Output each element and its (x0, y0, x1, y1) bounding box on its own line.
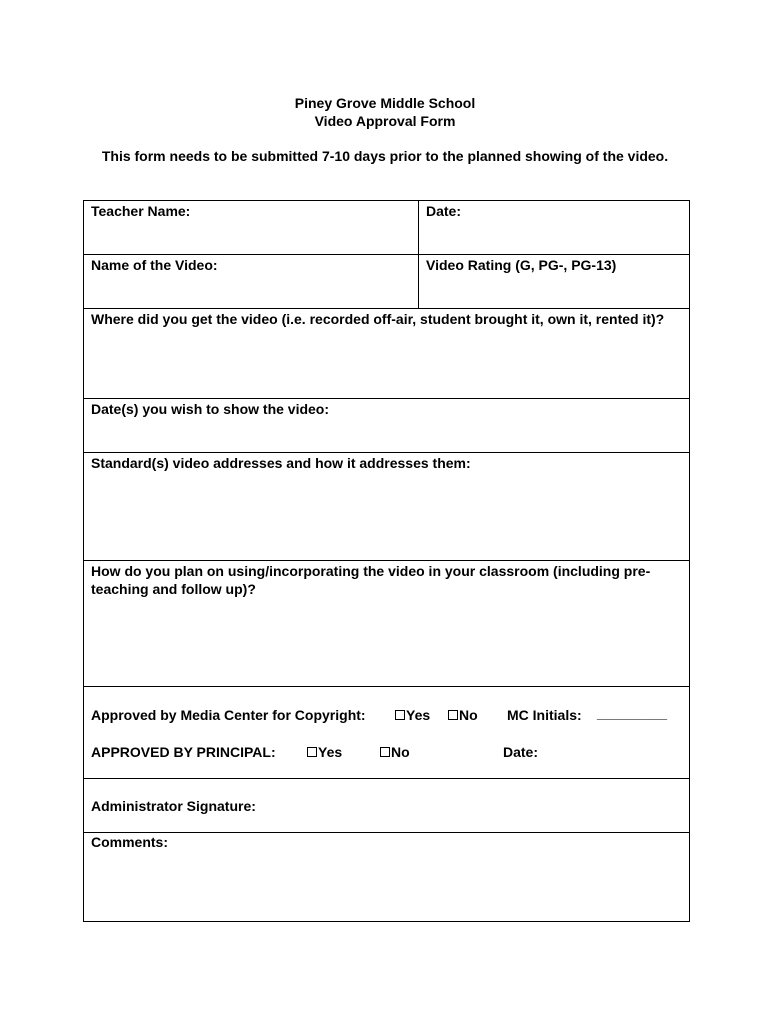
media-yes-label: Yes (406, 707, 431, 723)
checkbox-icon (380, 747, 390, 757)
principal-yes-checkbox[interactable] (307, 743, 342, 761)
mc-initials-line[interactable]: _________ (597, 705, 668, 721)
principal-yes-label: Yes (318, 744, 343, 760)
media-yes-checkbox[interactable] (395, 706, 430, 724)
media-no-checkbox[interactable] (448, 706, 478, 724)
show-dates-field[interactable]: Date(s) you wish to show the video: (91, 401, 330, 417)
row-divider (84, 778, 689, 779)
media-center-approval-label: Approved by Media Center for Copyright: (91, 707, 366, 723)
school-name: Piney Grove Middle School (294, 95, 476, 111)
administrator-signature-field[interactable]: Administrator Signature: (91, 798, 256, 814)
teacher-name-field[interactable]: Teacher Name: (91, 203, 191, 219)
form-instructions: This form needs to be submitted 7-10 days prior to the planned showing of the video. (101, 148, 669, 164)
row-divider (84, 398, 689, 399)
row-divider (84, 452, 689, 453)
row-divider (84, 560, 689, 561)
video-name-field[interactable]: Name of the Video: (91, 257, 218, 273)
row-divider (84, 832, 689, 833)
checkbox-icon (448, 710, 458, 720)
video-source-field[interactable]: Where did you get the video (i.e. recorded off-air, student brought it, own it, rented it)? (91, 311, 665, 327)
principal-no-label: No (391, 744, 410, 760)
row-divider (84, 308, 689, 309)
column-divider (418, 201, 419, 308)
row-divider (84, 254, 689, 255)
principal-approval-label: APPROVED BY PRINCIPAL: (91, 744, 276, 760)
principal-date-field[interactable]: Date: (503, 744, 539, 760)
video-rating-field[interactable]: Video Rating (G, PG-, PG-13) (426, 257, 617, 273)
media-no-label: No (459, 707, 478, 723)
mc-initials-label: MC Initials: (507, 707, 582, 723)
usage-plan-field[interactable]: How do you plan on using/incorporating the video in your classroom (including pre-teaching and follow up)? (91, 563, 651, 597)
form-title: Video Approval Form (314, 113, 456, 129)
row-divider (84, 686, 689, 687)
approval-form-table (83, 200, 690, 922)
checkbox-icon (395, 710, 405, 720)
comments-field[interactable]: Comments: (91, 834, 169, 850)
standards-field[interactable]: Standard(s) video addresses and how it addresses them: (91, 455, 471, 471)
date-field[interactable]: Date: (426, 203, 462, 219)
checkbox-icon (307, 747, 317, 757)
principal-no-checkbox[interactable] (380, 743, 410, 761)
